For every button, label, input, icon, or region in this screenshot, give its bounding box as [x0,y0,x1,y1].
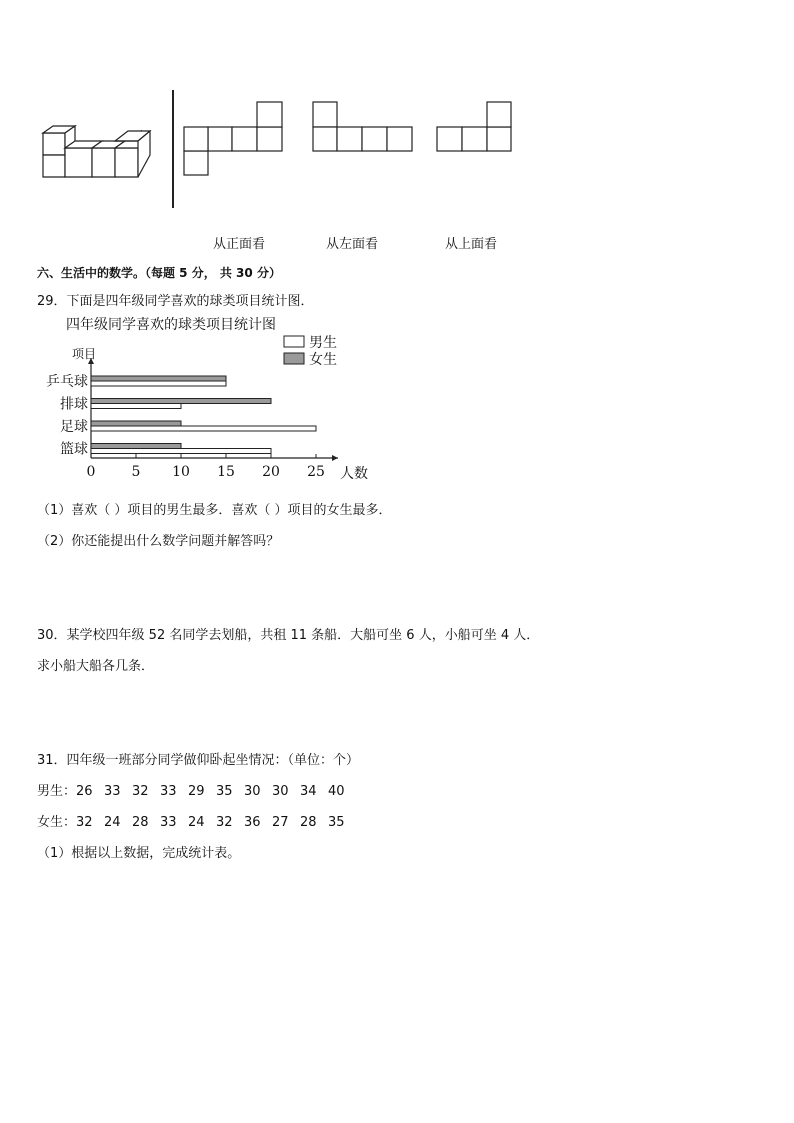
q30-line1: 30．某学校四年级 52 名同学去划船，共租 11 条船．大船可坐 6 人，小船可坐 4 人． [37,628,540,643]
legend-swatch [284,353,304,364]
view-label-left: 从左面看 [326,237,379,252]
bar-boys [91,449,271,454]
x-tick-label: 20 [262,464,280,480]
boys-value: 30 [272,784,289,799]
boys-value: 33 [160,784,177,799]
x-tick-label: 10 [172,464,190,480]
bar-girls [91,444,181,449]
boys-value: 32 [132,784,149,799]
boys-values [76,784,356,799]
bar-girls [91,376,226,381]
bar-boys [91,381,226,386]
view-drawing-1 [184,102,282,175]
chart-legend [284,334,337,368]
boys-label: 男生： [37,784,77,799]
chart-title: 四年级同学喜欢的球类项目统计图 [66,317,276,333]
girls-values [76,815,356,830]
girls-value: 24 [188,815,205,830]
boys-value: 30 [244,784,261,799]
x-tick-label: 15 [217,464,235,480]
view-label-top: 从上面看 [445,237,498,252]
bar-boys [91,426,316,431]
boys-value: 29 [188,784,205,799]
q31-girls-row [37,811,356,830]
q30-line2: 求小船大船各几条． [37,659,155,674]
legend-swatch [284,336,304,347]
girls-value: 28 [300,815,317,830]
girls-value: 36 [244,815,261,830]
q31-sub1: （1）根据以上数据，完成统计表。 [37,846,241,861]
girls-value: 24 [104,815,121,830]
girls-value: 32 [76,815,93,830]
category-label: 排球 [60,396,88,413]
category-label: 足球 [60,419,88,435]
girls-label: 女生： [37,815,77,830]
legend-label: 男生 [309,335,337,351]
y-axis-label: 项目 [72,347,97,361]
boys-value: 33 [104,784,121,799]
view-drawing-2 [313,102,412,151]
girls-value: 27 [272,815,289,830]
x-tick-label: 5 [131,464,141,480]
bar-girls [91,421,181,426]
q31-boys-row [37,780,356,799]
girls-value: 32 [216,815,233,830]
girls-value: 28 [132,815,149,830]
category-label: 篮球 [60,441,88,458]
view-drawing-3 [437,102,511,151]
q29-text: 29．下面是四年级同学喜欢的球类项目统计图． [37,294,314,309]
cube-solid [43,126,150,177]
x-axis-arrow [332,455,338,461]
category-label: 乒乓球 [46,374,88,390]
girls-value: 35 [328,815,345,830]
x-axis-label: 人数 [340,466,368,482]
view-label-front: 从正面看 [213,237,266,252]
boys-value: 34 [300,784,317,799]
q31-line1: 31．四年级一班部分同学做仰卧起坐情况：（单位：个） [37,753,360,768]
boys-value: 35 [216,784,233,799]
cube-views-figure [0,0,794,225]
bar-girls [91,399,271,404]
section-heading: 六、生活中的数学。（每题 5 分， 共 30 分） [37,266,281,280]
x-tick-label: 0 [86,464,96,480]
x-tick-label: 25 [307,464,325,480]
q29-sub1: （1）喜欢（ ）项目的男生最多．喜欢（ ）项目的女生最多． [37,503,392,518]
ball-sports-chart [0,310,794,485]
girls-value: 33 [160,815,177,830]
bar-boys [91,404,181,409]
legend-label: 女生 [309,352,337,368]
q29-sub2: （2）你还能提出什么数学问题并解答吗？ [37,534,280,549]
boys-value: 26 [76,784,93,799]
boys-value: 40 [328,784,345,799]
chart-bars [91,376,316,454]
